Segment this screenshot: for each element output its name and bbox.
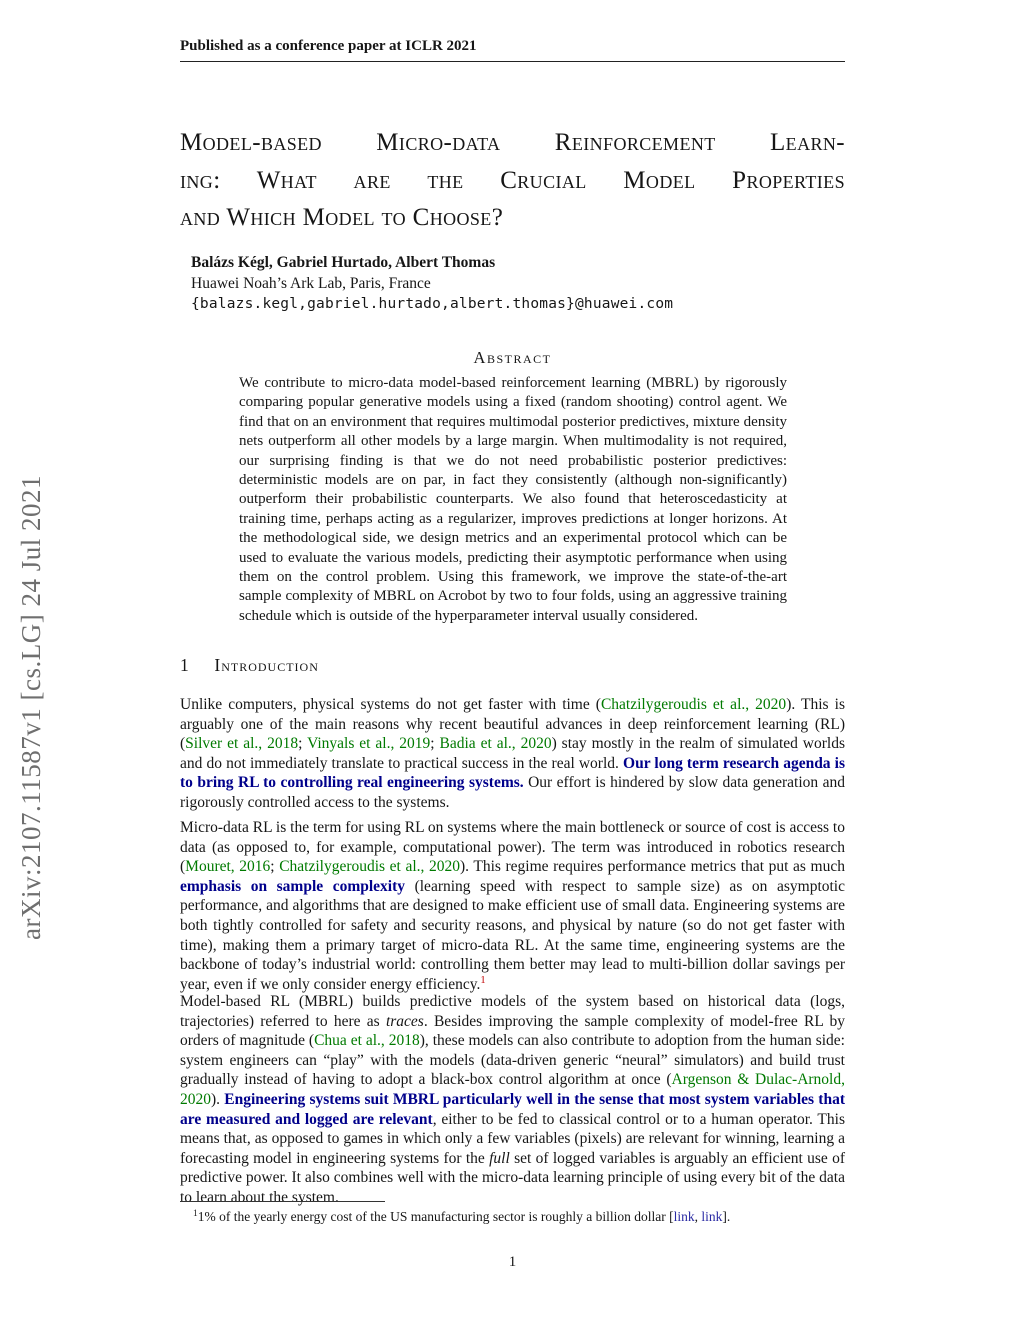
page-number: 1: [508, 1254, 517, 1270]
running-header: Published as a conference paper at ICLR 2021: [180, 38, 477, 54]
citation-link[interactable]: Silver et al., 2018: [185, 735, 299, 753]
text-segment: ].: [722, 1209, 731, 1224]
text-segment: ,: [694, 1209, 702, 1224]
abstract-heading: Abstract: [473, 348, 552, 367]
emphasis-text: emphasis on sample complexity: [180, 877, 406, 895]
text-segment: ). This is arguably one of the main reasons why recent beautiful advances in deep reinforcement learning (RL) (: [180, 696, 845, 753]
footnote-number: 1: [193, 1208, 198, 1219]
citation-link[interactable]: Mouret, 2016: [185, 858, 271, 876]
text-segment: ), these models can also contribute to adoption from the human side: system engineers can “play” with the models (data-driven generic “neural” simulators) and build trust gradually instead of having to adopt a black-box control algorithm at once (: [180, 1032, 845, 1089]
footnote-marker[interactable]: 1: [480, 974, 486, 986]
title-line: Model-based Micro-data Reinforcement Learn-: [180, 129, 845, 156]
author-email: {balazs.kegl,gabriel.hurtado,albert.thomas}@huawei.com: [191, 296, 674, 312]
text-segment: ). This regime requires performance metrics that put as much: [460, 858, 845, 876]
text-segment: Model-based RL (MBRL) builds predictive models of the system based on historical data (logs, trajectories) referred to here as: [180, 993, 845, 1030]
intro-paragraph-3: [180, 992, 845, 1208]
author-affiliation: Huawei Noah’s Ark Lab, Paris, France: [191, 274, 431, 292]
section-title: Introduction: [214, 655, 319, 675]
footnote-rule: [180, 1201, 385, 1202]
citation-link[interactable]: Badia et al., 2020: [439, 735, 552, 753]
text-segment: 1% of the yearly energy cost of the US manufacturing sector is roughly a billion dollar [: [197, 1209, 674, 1224]
abstract-body: We contribute to micro-data model-based reinforcement learning (MBRL) by rigorously comparing popular generative models using a fixed (random shooting) control agent. We find that on an environment that requires multimodal posterior predictives, mixture density nets outperform all other models by a large margin. When multimodality is not required, our surprising finding is that we do not need probabilistic posterior predictives: deterministic models are on par, in fact they consistently (although non-significantly) outperform their probabilistic counterparts. We also found that heteroscedasticity at training time, perhaps acting as a regularizer, improves predictions at longer horizons. At the methodological side, we design metrics and an experimental protocol which can be used to evaluate the various models, predicting their asymptotic performance when using them on the control problem. Using this framework, we improve the state-of-the-art sample complexity of MBRL on Acrobot by two to four folds, using an aggressive training schedule which is outside of the hyperparameter interval usually considered.: [239, 375, 787, 624]
author-names: Balázs Kégl, Gabriel Hurtado, Albert Thomas: [191, 254, 496, 271]
external-link[interactable]: link: [701, 1209, 723, 1224]
text-segment: (learning speed with respect to sample size) as on asymptotic performance, and algorithms that are designed to make efficient use of small data. Engineering systems are both tightly controlled for safety and security reasons, and physical by nature (so do not get faster with time), making them a primary target of micro-data RL. At the same time, engineering systems are the backbone of today’s industrial world: controlling them better may lead to multi-billion dollar savings per year, even if we only consider energy efficiency.: [180, 877, 845, 993]
title-line: ing: What are the Crucial Model Properties: [180, 166, 845, 194]
author-block: [191, 253, 831, 315]
text-segment: ;: [298, 735, 308, 753]
external-link[interactable]: link: [673, 1209, 695, 1224]
header-rule: [180, 61, 845, 62]
citation-link[interactable]: Chua et al., 2018: [314, 1032, 420, 1050]
text-segment: set of logged variables is arguably an efficient use of predictive power. It also combines well with the micro-data learning principle of using every bit of the data to learn about the system.: [180, 1149, 845, 1206]
text-segment: ;: [270, 858, 280, 876]
text-segment: Micro-data RL is the term for using RL on systems where the main bottleneck or source of cost is access to data (as opposed to, for example, computational power). The term was introduced in robotics research (: [180, 819, 845, 876]
citation-link[interactable]: Chatzilygeroudis et al., 2020: [279, 858, 460, 876]
intro-paragraph-1: [180, 695, 845, 813]
text-segment: ).: [211, 1090, 225, 1108]
title-line: and Which Model to Choose?: [180, 204, 504, 231]
text-segment: . Besides improving the sample complexity of model-free RL by orders of magnitude (: [180, 1012, 845, 1050]
text-segment: Our effort is hindered by slow data generation and rigorously controlled access to the systems.: [180, 774, 845, 811]
section-heading-introduction: [180, 655, 845, 676]
text-segment: , either to be fed to classical control or to a human operator. This means that, as opposed to games in which only a few variables (pixels) are relevant for winning, learning a forecasting model in engineering systems for the: [180, 1110, 845, 1167]
footnote-text: [198, 1209, 731, 1224]
paper-title: [180, 124, 845, 237]
text-segment: Unlike computers, physical systems do not get faster with time (: [180, 696, 601, 713]
section-number: 1: [180, 655, 189, 675]
text-segment: ;: [430, 735, 440, 753]
citation-link[interactable]: Argenson & Dulac-Arnold, 2020: [180, 1071, 845, 1108]
text-segment: ) stay mostly in the realm of simulated worlds and do not immediately translate to practical success in the real world.: [180, 735, 846, 772]
italic-text: full: [489, 1149, 510, 1167]
italic-text: traces: [385, 1012, 424, 1030]
citation-link[interactable]: Vinyals et al., 2019: [307, 735, 431, 753]
paper-content-column: [180, 0, 845, 1325]
intro-paragraph-2: [180, 818, 845, 994]
citation-link[interactable]: Chatzilygeroudis et al., 2020: [600, 696, 787, 713]
emphasis-text: Our long term research agenda is to bring RL to controlling real engineering systems.: [180, 754, 845, 792]
footnote: [180, 1208, 845, 1225]
arxiv-watermark: arXiv:2107.11587v1 [cs.LG] 24 Jul 2021: [16, 475, 46, 940]
emphasis-text: Engineering systems suit MBRL particularly well in the sense that most system variables that are measured and logged are relevant: [180, 1090, 845, 1128]
